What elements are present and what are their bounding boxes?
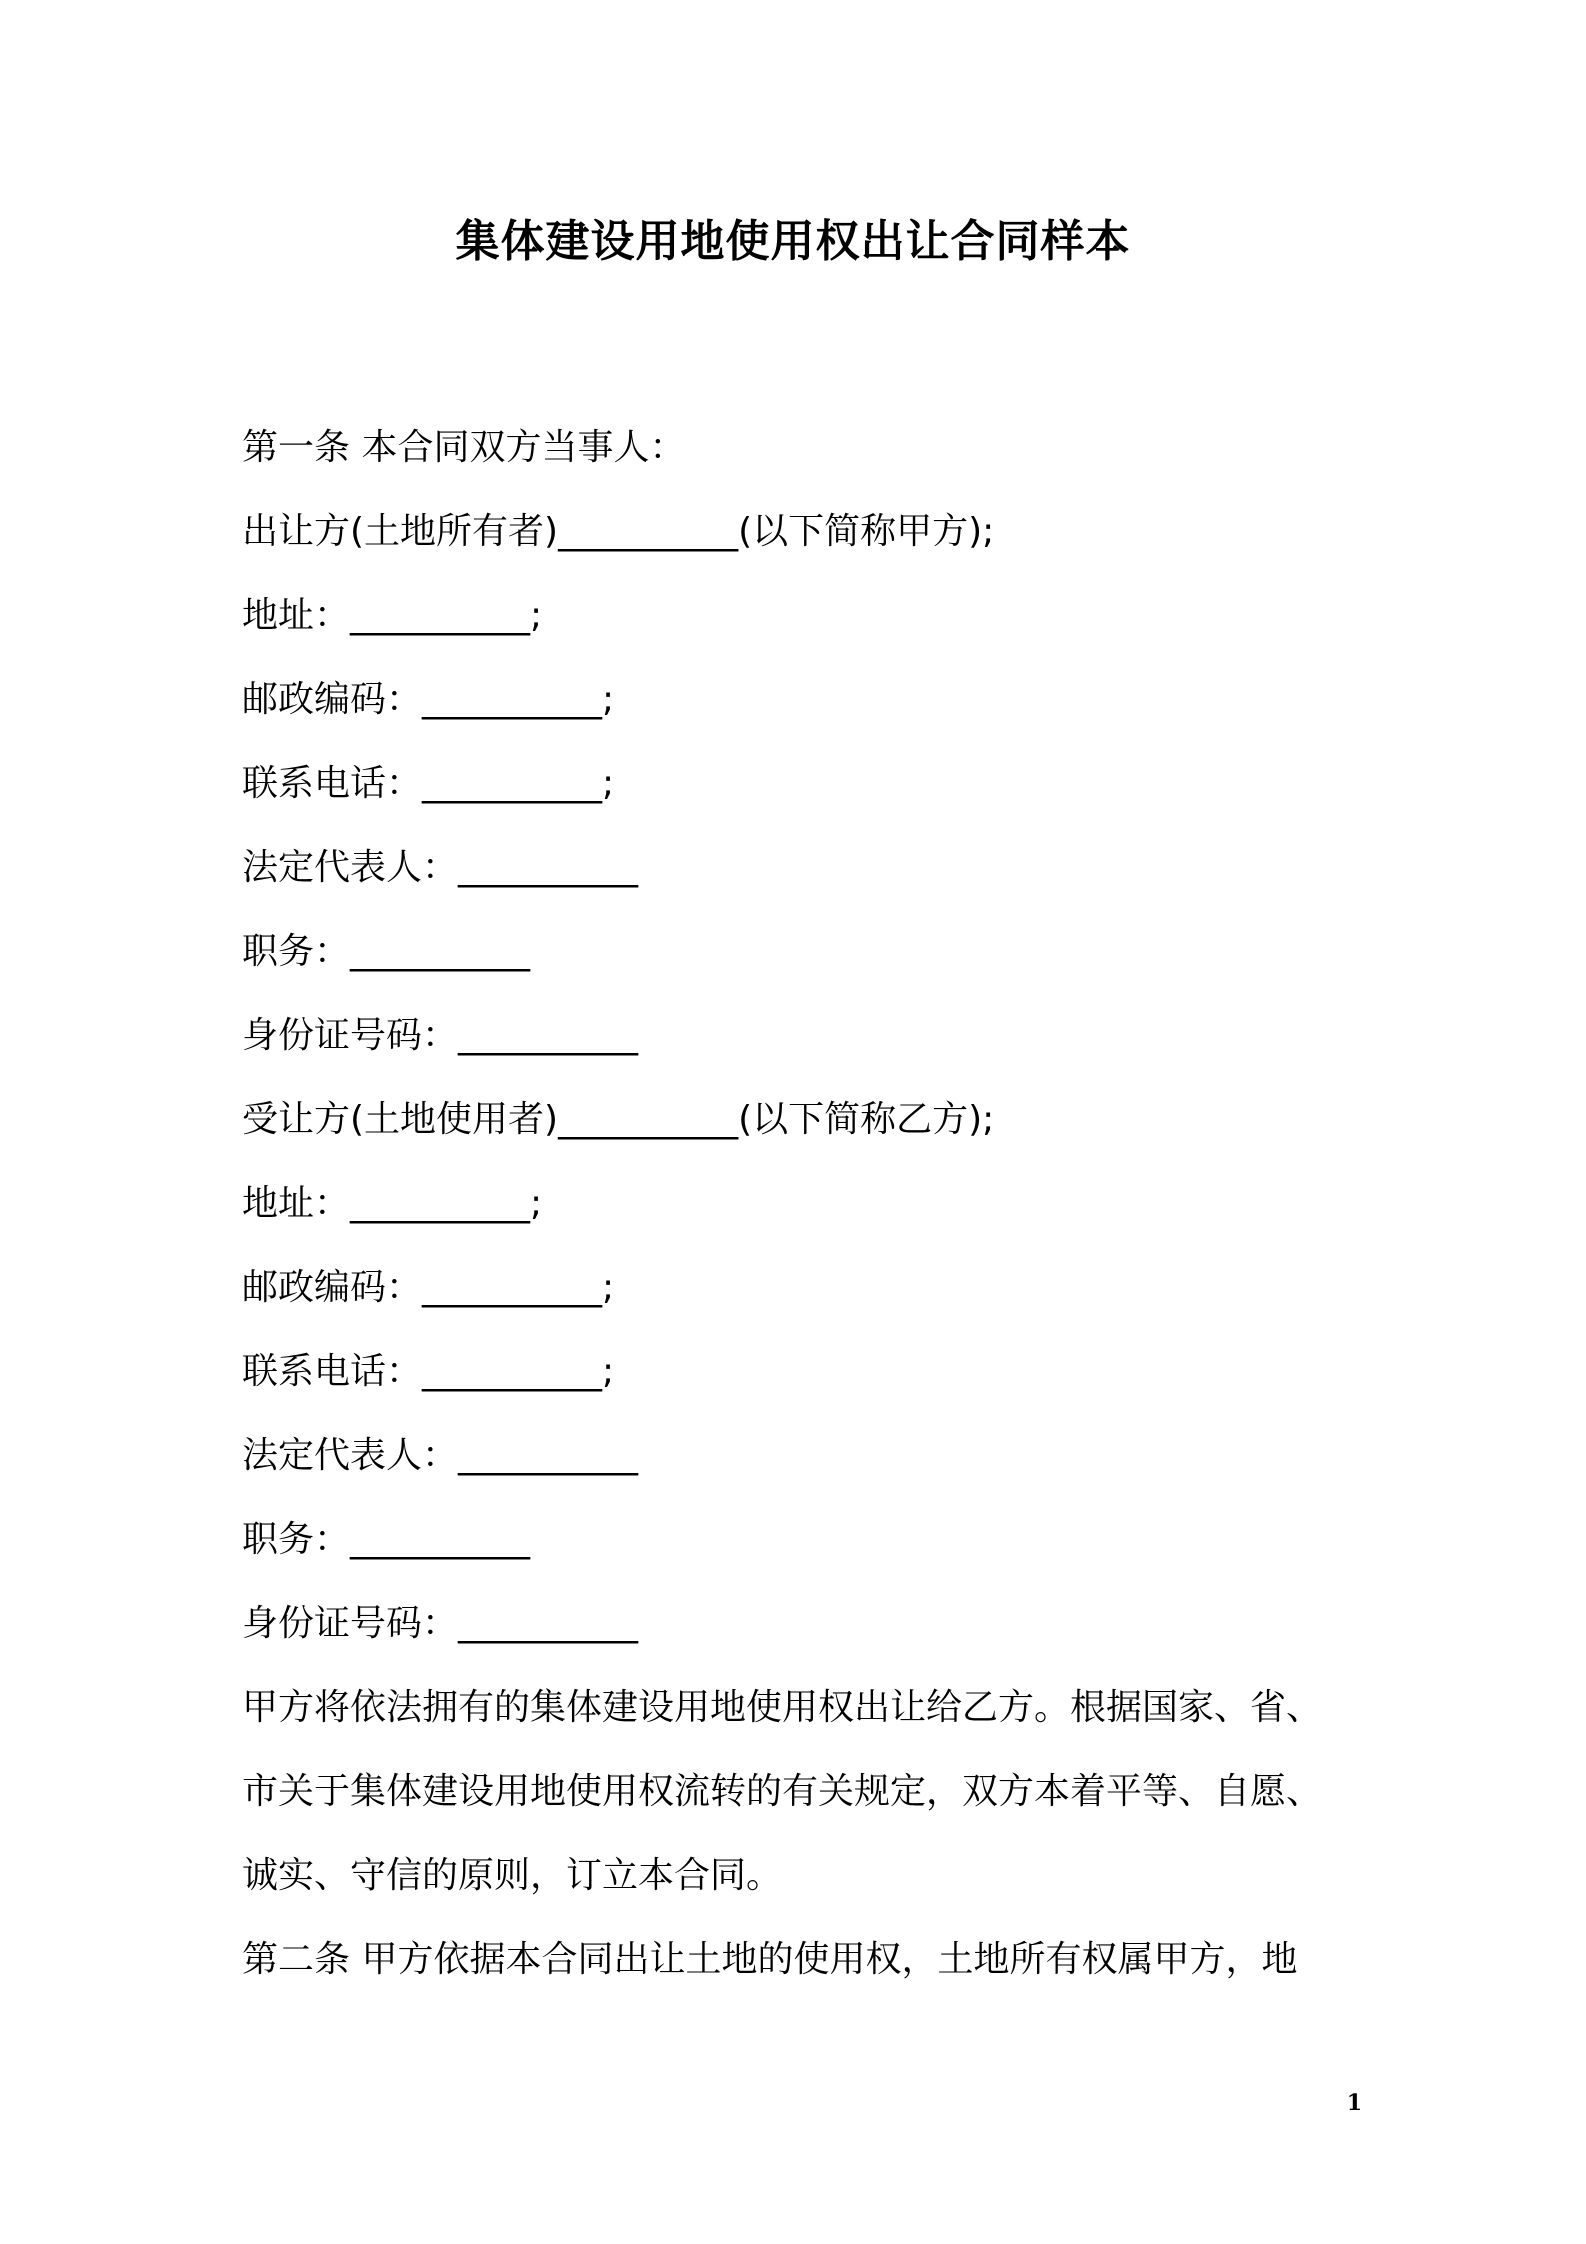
document-title: 集体建设用地使用权出让合同样本 [455, 216, 1131, 267]
transferor-phone: 联系电话：__________; [242, 763, 615, 804]
transferee-legal-rep: 法定代表人：__________ [242, 1435, 639, 1476]
transferee-line: 受让方(土地使用者)__________(以下简称乙方); [242, 1099, 995, 1140]
article-2-line: 第二条 甲方依据本合同出让土地的使用权，土地所有权属甲方，地 [242, 1939, 1298, 1980]
transferor-legal-rep: 法定代表人：__________ [242, 847, 639, 888]
transferor-line: 出让方(土地所有者)__________(以下简称甲方); [242, 511, 995, 552]
paragraph-line: 市关于集体建设用地使用权流转的有关规定，双方本着平等、自愿、 [242, 1771, 1323, 1812]
document-body [242, 406, 1362, 2002]
page-number: 1 [1346, 2090, 1362, 2116]
transferor-postcode: 邮政编码：__________; [242, 679, 615, 720]
paragraph-line: 甲方将依法拥有的集体建设用地使用权出让给乙方。根据国家、省、 [242, 1687, 1323, 1728]
transferee-position: 职务：__________ [242, 1519, 531, 1560]
article-1-heading: 第一条 本合同双方当事人： [242, 427, 686, 468]
transferee-address: 地址：__________; [242, 1183, 543, 1224]
transferee-postcode: 邮政编码：__________; [242, 1267, 615, 1308]
transferor-position: 职务：__________ [242, 931, 531, 972]
transferee-id-number: 身份证号码：__________ [242, 1603, 639, 1644]
transferor-id-number: 身份证号码：__________ [242, 1015, 639, 1056]
transferee-phone: 联系电话：__________; [242, 1351, 615, 1392]
transferor-address: 地址：__________; [242, 595, 543, 636]
paragraph-line: 诚实、守信的原则，订立本合同。 [242, 1855, 783, 1896]
